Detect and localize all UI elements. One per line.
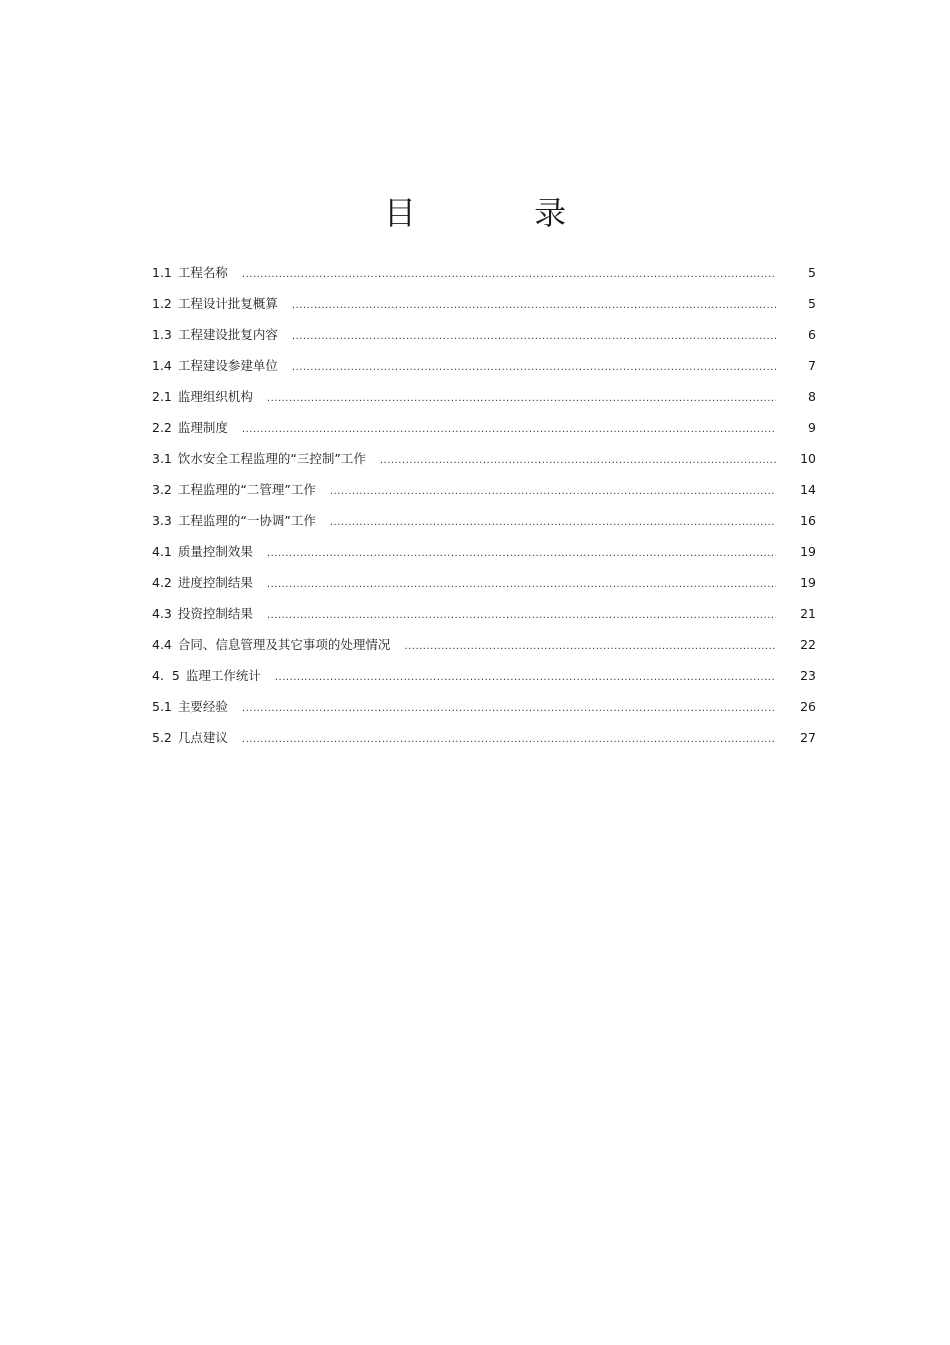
- toc-entry-page: 22: [800, 637, 816, 652]
- toc-entry-page: 26: [800, 699, 816, 714]
- toc-entry-number: 4.1: [152, 544, 172, 559]
- toc-entry-page: 5: [808, 265, 816, 280]
- toc-entry-number: 3.1: [152, 451, 172, 466]
- toc-dot-leader: [292, 359, 776, 377]
- toc-entry[interactable]: [152, 698, 816, 729]
- toc-entry-page: 6: [808, 327, 816, 342]
- toc-entry-page: 19: [800, 575, 816, 590]
- toc-entry[interactable]: [152, 481, 816, 512]
- toc-entry-label: 工程建设批复内容: [177, 327, 278, 342]
- toc-entry-number: 3.3: [152, 513, 172, 528]
- toc-dot-leader: [242, 266, 776, 284]
- toc-entry[interactable]: [152, 605, 816, 636]
- toc-dot-leader: [267, 607, 776, 625]
- toc-entry[interactable]: [152, 419, 816, 450]
- toc-dot-leader: [404, 638, 776, 656]
- toc-entry-page: 9: [808, 420, 816, 435]
- toc-entry[interactable]: [152, 326, 816, 357]
- toc-dot-leader: [380, 452, 776, 470]
- toc-entry-label: 工程建设参建单位: [177, 358, 278, 373]
- toc-dot-leader: [267, 390, 776, 408]
- toc-entry-number: 4.4: [152, 637, 172, 652]
- toc-entry-number: 5.2: [152, 730, 172, 745]
- toc-entry-page: 10: [800, 451, 816, 466]
- toc-entry[interactable]: [152, 729, 816, 760]
- toc-entry-number: 2.1: [152, 389, 172, 404]
- toc-entry-page: 21: [800, 606, 816, 621]
- toc-dot-leader: [242, 421, 776, 439]
- toc-entry[interactable]: [152, 357, 816, 388]
- toc-entry-label: 质量控制效果: [177, 544, 253, 559]
- toc-title: 目 录: [383, 194, 621, 232]
- toc-entry-label: 工程监理的“二管理”工作: [177, 482, 316, 497]
- toc-entry-label: 监理工作统计: [185, 668, 261, 683]
- toc-entry-label: 工程监理的“一协调”工作: [177, 513, 316, 528]
- toc-entry[interactable]: [152, 667, 816, 698]
- toc-entry[interactable]: [152, 450, 816, 481]
- toc-dot-leader: [292, 328, 776, 346]
- toc-entry-number: 1.2: [152, 296, 172, 311]
- toc-dot-leader: [275, 669, 776, 687]
- toc-entry-number: 4.3: [152, 606, 172, 621]
- toc-entry-label: 进度控制结果: [177, 575, 253, 590]
- toc-entry-label: 投资控制结果: [177, 606, 253, 621]
- toc-entry[interactable]: [152, 543, 816, 574]
- toc-entry[interactable]: [152, 295, 816, 326]
- toc-entry-label: 饮水安全工程监理的“三控制”工作: [177, 451, 366, 466]
- toc-entry-number: 3.2: [152, 482, 172, 497]
- toc-entry-label: 监理制度: [177, 420, 228, 435]
- toc-entry-number: 2.2: [152, 420, 172, 435]
- toc-entry-page: 16: [800, 513, 816, 528]
- toc-entry-label: 工程设计批复概算: [177, 296, 278, 311]
- toc-entry-page: 27: [800, 730, 816, 745]
- toc-entry-page: 7: [808, 358, 816, 373]
- toc-entry[interactable]: [152, 512, 816, 543]
- toc-entry-number: 1.1: [152, 265, 172, 280]
- toc-entry-page: 14: [800, 482, 816, 497]
- toc-dot-leader: [267, 576, 776, 594]
- toc-entry-label: 几点建议: [177, 730, 228, 745]
- toc-dot-leader: [242, 731, 776, 749]
- toc-entry-page: 8: [808, 389, 816, 404]
- toc-entry-label: 合同、信息管理及其它事项的处理情况: [177, 637, 391, 652]
- toc-entry[interactable]: [152, 388, 816, 419]
- toc-dot-leader: [330, 514, 776, 532]
- toc-list: [152, 264, 816, 760]
- toc-entry-label: 监理组织机构: [177, 389, 253, 404]
- toc-dot-leader: [267, 545, 776, 563]
- toc-entry[interactable]: [152, 264, 816, 295]
- toc-entry-number: 4.2: [152, 575, 172, 590]
- toc-entry-number: 4. 5: [152, 668, 180, 683]
- toc-entry-page: 5: [808, 296, 816, 311]
- toc-dot-leader: [330, 483, 776, 501]
- toc-dot-leader: [292, 297, 776, 315]
- toc-entry[interactable]: [152, 636, 816, 667]
- toc-entry-page: 23: [800, 668, 816, 683]
- toc-entry-number: 1.4: [152, 358, 172, 373]
- toc-dot-leader: [242, 700, 776, 718]
- toc-entry-page: 19: [800, 544, 816, 559]
- toc-entry[interactable]: [152, 574, 816, 605]
- toc-entry-number: 1.3: [152, 327, 172, 342]
- toc-entry-label: 工程名称: [177, 265, 228, 280]
- toc-entry-number: 5.1: [152, 699, 172, 714]
- toc-entry-label: 主要经验: [177, 699, 228, 714]
